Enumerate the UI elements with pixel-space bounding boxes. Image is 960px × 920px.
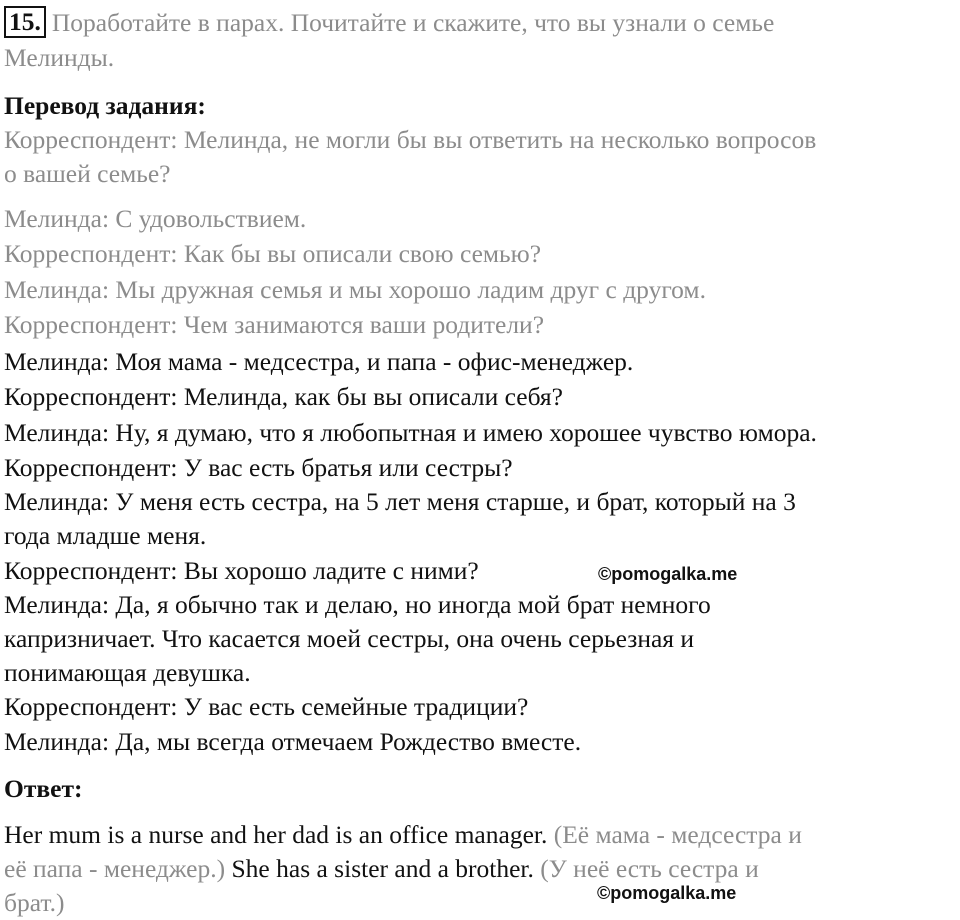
answer-russian: (Её мама - медсестра и <box>547 820 802 849</box>
task-line-1 <box>4 5 774 40</box>
translation-line: Корреспондент: Вы хорошо ладите с ними? <box>4 556 479 585</box>
answer-heading: Ответ: <box>4 774 83 803</box>
task-number: 15. <box>4 6 46 38</box>
translation-line: Мелинда: Ну, я думаю, что я любопытная и имею хорошее чувство юмора. <box>4 418 817 447</box>
answer-russian: её папа - менеджер.) <box>4 854 226 883</box>
translation-line: Мелинда: Да, я обычно так и делаю, но иногда мой брат немного <box>4 590 711 619</box>
translation-line: понимающая девушка. <box>4 658 251 687</box>
translation-line: года младше меня. <box>4 521 207 550</box>
watermark: ©pomogalka.me <box>598 564 738 584</box>
translation-line: Мелинда: У меня есть сестра, на 5 лет меня старше, и брат, который на 3 <box>4 487 796 516</box>
translation-line: Корреспондент: Как бы вы описали свою семью? <box>4 239 542 268</box>
answer-english: She has a sister and a brother. <box>225 854 534 883</box>
answer-line-2 <box>4 851 759 886</box>
task-text: Поработайте в парах. Почитайте и скажите, что вы узнали о семье <box>51 8 775 37</box>
translation-line: Корреспондент: Мелинда, как бы вы описали себя? <box>4 382 563 411</box>
answer-russian: (У неё есть сестра и <box>533 854 759 883</box>
translation-line: Корреспондент: У вас есть семейные традиции? <box>4 692 529 721</box>
translation-line: Корреспондент: Чем занимаются ваши родители? <box>4 310 545 339</box>
answer-line-3: брат.) <box>4 888 65 917</box>
translation-line: о вашей семье? <box>4 159 171 188</box>
task-line-2: Мелинды. <box>4 43 115 72</box>
translation-line: Корреспондент: Мелинда, не могли бы вы ответить на несколько вопросов <box>4 125 817 154</box>
translation-heading: Перевод задания: <box>4 91 206 120</box>
answer-english: Her mum is a nurse and her dad is an office manager. <box>4 820 548 849</box>
translation-line: Мелинда: С удовольствием. <box>4 204 307 233</box>
translation-line: Мелинда: Да, мы всегда отмечаем Рождество вместе. <box>4 727 582 756</box>
translation-line: капризничает. Что касается моей сестры, она очень серьезная и <box>4 624 695 653</box>
answer-line-1 <box>4 817 802 852</box>
translation-line: Корреспондент: У вас есть братья или сестры? <box>4 453 513 482</box>
translation-line: Мелинда: Мы дружная семья и мы хорошо ладим друг с другом. <box>4 275 706 304</box>
translation-line: Мелинда: Моя мама - медсестра, и папа - офис-менеджер. <box>4 347 634 376</box>
watermark: ©pomogalka.me <box>597 883 737 903</box>
